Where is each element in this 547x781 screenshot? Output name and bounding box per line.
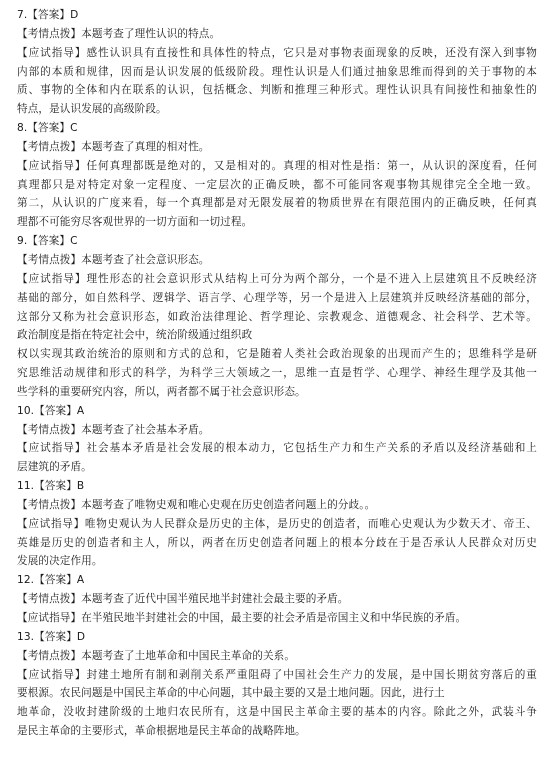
text-line: 【考情点拨】本题考查了理性认识的特点。: [17, 27, 221, 40]
text-line: 【应试指导】感性认识具有直接性和具体性的特点，它只是对事物表面现象的反映，还没有深入到事物: [17, 46, 537, 59]
text-line: 【考情点拨】本题考查了唯物史观和唯心史观在历史创造者问题上的分歧。。: [17, 498, 376, 511]
text-line: 【考情点拨】本题考查了社会基本矛盾。: [17, 423, 210, 436]
text-line: 【应试指导】社会基本矛盾是社会发展的根本动力，它包括生产力和生产关系的矛盾以及经济基础和上: [17, 442, 537, 455]
text-line: 【应试指导】理性形态的社会意识形式从结构上可分为两个部分，一个是不进入上层建筑且不反映经济: [17, 272, 537, 285]
text-line: 地革命，没收封建阶级的土地归农民所有，这是中国民主革命主要的基本的内容。除此之外，武装斗争: [17, 706, 537, 719]
text-line: 【应试指导】封建土地所有制和剥削关系严重阻碍了中国社会生产力的发展，是中国长期贫穷落后的重: [17, 668, 537, 681]
text-line: 【考情点拨】本题考查了真理的相对性。: [17, 140, 210, 153]
text-line: 究思维活动规律和形式的科学，为科学三大领域之一，思维一直是哲学、心理学、神经生理学及其他一: [17, 367, 537, 380]
text-line: 特点，是认识发展的高级阶段。: [17, 103, 167, 116]
text-line: 【考情点拨】本题考查了土地革命和中国民主革命的关系。: [17, 649, 296, 662]
text-line: 英雄是历史的创造者和主人，所以，两者在历史创造者问题上的根本分歧在于是否承认人民群众对历史: [17, 536, 537, 549]
text-line: 7.【答案】D: [17, 9, 79, 21]
text-line: 12.【答案】A: [17, 574, 85, 587]
text-line: 【应试指导】任何真理都既是绝对的，又是相对的。真理的相对性是指：第一，从认识的深度看，任何: [17, 159, 537, 172]
text-line: 是民主革命的主要形式，革命根据地是民主革命的战略阵地。: [17, 725, 306, 738]
text-line: 理都不可能穷尽客观世界的一切方面和一切过程。: [17, 216, 253, 229]
text-line: 质、事物的全体和内在联系的认识，包括概念、判断和推理三种形式。理性认识具有间接性和抽象性的: [17, 84, 537, 97]
text-line: 层建筑的矛盾。: [17, 461, 92, 474]
text-line: 基础的部分，如自然科学、逻辑学、语言学、心理学等，另一个是进入上层建筑并反映经济基础的部分，: [17, 291, 537, 304]
text-line: 要根源。农民问题是中国民主革命的中心问题，其中最主要的又是土地问题。因此，进行土: [17, 687, 445, 700]
text-line: 9.【答案】C: [17, 235, 78, 248]
text-line: 政治制度是指在特定社会中，统治阶级通过组织政: [17, 329, 253, 342]
text-line: 【应试指导】在半殖民地半封建社会的中国，最主要的社会矛盾是帝国主义和中华民族的矛盾。: [17, 612, 467, 624]
text-line: 【考情点拨】本题考查了近代中国半殖民地半封建社会最主要的矛盾。: [17, 593, 349, 606]
text-line: 这部分又称为社会意识形态，如政治法律理论、哲学理论、宗教观念、道德观念、社会科学、艺术等。: [17, 310, 537, 323]
text-line: 【应试指导】唯物史观认为人民群众是历史的主体，是历史的创造者，而唯心史观认为少数天才、帝王、: [17, 517, 537, 530]
text-line: 第二，从认识的广度来看，每一个真理都是对无限发展着的物质世界在有限范围内的正确反映，任何真: [17, 197, 537, 210]
text-line: 11.【答案】B: [17, 480, 85, 493]
text-line: 【考情点拨】本题考查了社会意识形态。: [17, 253, 210, 266]
text-line: 10.【答案】A: [17, 404, 85, 417]
text-line: 8.【答案】C: [17, 122, 78, 135]
text-line: 发展的决定作用。: [17, 555, 103, 568]
text-line: 真理都只是对特定对象一定程度、一定层次的正确反映，都不可能同客观事物其规律完全全地一致。: [17, 178, 537, 191]
text-line: 内部的本质和规律，因而是认识发展的低级阶段。理性认识是人们通过抽象思维而得到的关于事物的本: [17, 65, 537, 78]
text-line: 些学科的重要研究内容，所以，两者都不属于社会意识形态。: [17, 385, 306, 398]
text-line: 13.【答案】D: [17, 630, 86, 643]
text-line: 权以实现其政治统治的原则和方式的总和，它是随着人类社会政治现象的出现而产生的；思维科学是研: [17, 348, 537, 361]
